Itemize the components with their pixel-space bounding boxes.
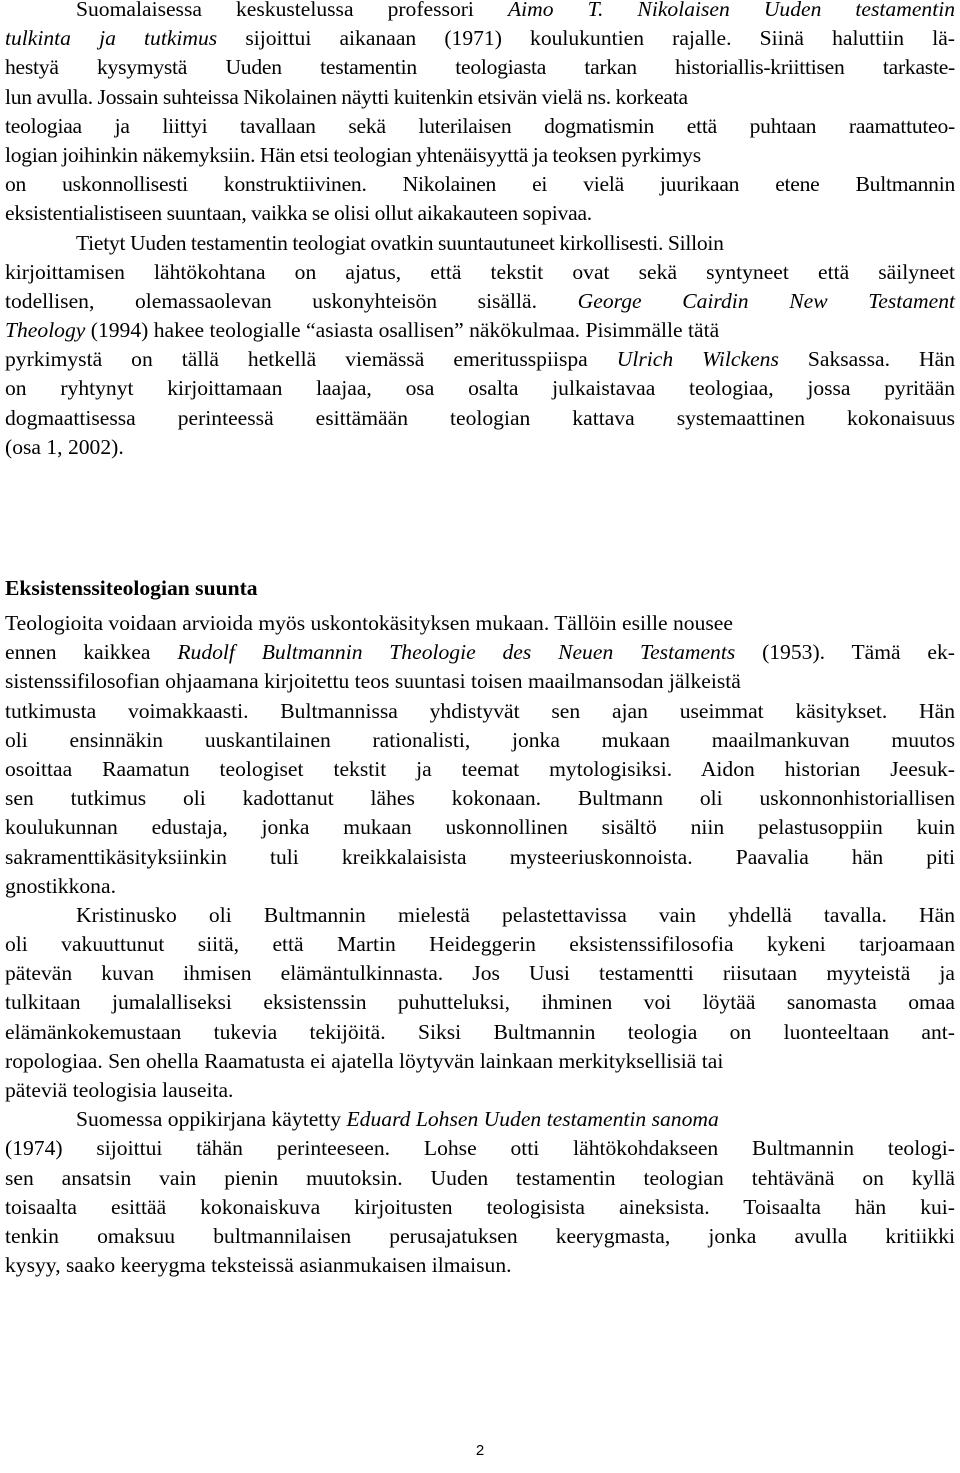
text-run: on ryhtynyt kirjoittamaan laajaa, osa osalta julkaistavaa teologiaa, jossa pyritään [5, 376, 955, 401]
section-heading: Eksistenssiteologian suunta [5, 576, 258, 600]
text-line [5, 83, 955, 112]
text-run: elämänkokemustaan tukevia tekijöitä. Siksi Bultmannin teologia on luonteeltaan ant- [5, 1019, 955, 1044]
text-run: koulukunnan edustaja, jonka mukaan uskonnollinen sisältö niin pelastusoppiin kuin [5, 815, 955, 840]
text-line [5, 1047, 955, 1076]
text-line [5, 404, 955, 433]
italic-text: Rudolf Bultmannin Theologie des Neuen Testaments [177, 640, 736, 665]
text-line [5, 872, 955, 901]
page-number: 2 [475, 1442, 485, 1459]
text-line [5, 843, 955, 872]
text-line [5, 901, 955, 930]
text-line [5, 345, 955, 374]
text-run: todellisen, olemassaolevan uskonyhteisön sisällä. [5, 288, 578, 313]
text-run: eksistentialistiseen suuntaan, vaikka se olisi ollut aikakauteen sopivaa. [5, 201, 592, 226]
text-line [5, 609, 955, 638]
text-line [5, 1251, 955, 1280]
text-run: Kristinusko oli Bultmannin mielestä pelastettavissa vain yhdellä tavalla. Hän [76, 902, 955, 927]
text-run: ropologiaa. Sen ohella Raamatusta ei ajatella löytyvän lainkaan merkityksellisiä tai [5, 1048, 724, 1073]
text-run: Tietyt Uuden testamentin teologiat ovatkin suuntautuneet kirkollisesti. Silloin [76, 230, 724, 255]
text-run: teologiaa ja liittyi tavallaan sekä luterilaisen dogmatismin että puhtaan raamattuteo- [5, 113, 955, 138]
text-run: sen tutkimus oli kadottanut lähes kokonaan. Bultmann oli uskonnonhistoriallisen [5, 786, 955, 811]
body-text-section-1 [5, 0, 955, 462]
text-run: hestyä kysymystä Uuden testamentin teologiasta tarkan historiallis-kriittisen tarkaste- [5, 55, 955, 80]
text-line [5, 784, 955, 813]
text-line [5, 697, 955, 726]
text-run: sakramenttikäsityksiinkin tuli kreikkalaisista mysteeriuskonnoista. Paavalia hän piti [5, 844, 955, 869]
text-line [5, 141, 955, 170]
text-run: dogmaattisessa perinteessä esittämään teologian kattava systemaattinen kokonaisuus [5, 405, 955, 430]
text-run: päteviä teologisia lauseita. [5, 1078, 234, 1102]
text-line [5, 1164, 955, 1193]
text-line [5, 638, 955, 667]
italic-text: Aimo T. Nikolaisen Uuden testamentin [507, 0, 955, 21]
text-run: sistenssifilosofian ohjaamana kirjoitettu teos suuntasi toisen maailmansodan jälkeistä [5, 669, 741, 694]
text-run: osoittaa Raamatun teologiset tekstit ja teemat mytologisiksi. Aidon historian Jeesuk- [5, 756, 955, 781]
text-run: (osa 1, 2002). [5, 434, 124, 459]
text-line [5, 726, 955, 755]
text-run: Teologioita voidaan arvioida myös uskontokäsityksen mukaan. Tällöin esille nousee [5, 611, 733, 635]
text-line [5, 316, 955, 345]
text-line [5, 1222, 955, 1251]
text-line [5, 199, 955, 228]
text-line [5, 0, 955, 24]
text-line [5, 988, 955, 1017]
text-run: Suomalaisessa keskustelussa professori [76, 0, 508, 21]
text-line [5, 24, 955, 53]
text-line [5, 813, 955, 842]
text-run: tutkimusta voimakkaasti. Bultmannissa yhdistyvät sen ajan useimmat käsitykset. Hän [5, 698, 955, 723]
text-run: gnostikkona. [5, 873, 116, 898]
italic-text: Theology [5, 318, 86, 343]
text-line [5, 53, 955, 82]
text-line [5, 433, 955, 462]
text-run: sen ansatsin vain pienin muutoksin. Uuden testamentin teologian tehtävänä on kyllä [5, 1165, 955, 1190]
text-line [5, 1134, 955, 1163]
text-line [5, 112, 955, 141]
text-run: sijoittui aikanaan (1971) koulukuntien rajalle. Siinä haluttiin lä- [217, 26, 955, 51]
text-line [5, 667, 955, 696]
text-run: pyrkimystä on tällä hetkellä viemässä emeritusspiispa [5, 347, 617, 372]
text-line [5, 1193, 955, 1222]
text-run: kysyy, saako keerygma teksteissä asianmukaisen ilmaisun. [5, 1253, 512, 1278]
text-line [5, 1105, 955, 1134]
text-line [5, 959, 955, 988]
text-run: Saksassa. Hän [778, 347, 955, 372]
text-run: on uskonnollisesti konstruktiivinen. Nikolainen ei vielä juurikaan etene Bultmannin [5, 172, 955, 197]
text-line [5, 229, 955, 258]
text-run: lun avulla. Jossain suhteissa Nikolainen näytti kuitenkin etsivän vielä ns. korkeata [5, 84, 688, 109]
text-line [5, 170, 955, 199]
text-run: (1974) sijoittui tähän perinteeseen. Lohse otti lähtökohdakseen Bultmannin teologi- [5, 1136, 955, 1161]
italic-text: George Cairdin New Testament [577, 288, 955, 313]
text-run: Suomessa oppikirjana käytetty [76, 1107, 347, 1132]
text-run: (1994) hakee teologialle “asiasta osallisen” näkökulmaa. Pisimmälle tätä [85, 318, 720, 343]
italic-text: Eduard Lohsen Uuden testamentin sanoma [346, 1107, 719, 1132]
text-run: logian joihinkin näkemyksiin. Hän etsi teologian yhtenäisyyttä ja teoksen pyrkimys [5, 142, 701, 167]
text-run: oli ensinnäkin uuskantilainen rationalisti, jonka mukaan maailmankuvan muutos [5, 727, 955, 752]
text-line [5, 287, 955, 316]
text-run: (1953). Tämä ek- [735, 640, 955, 665]
text-line [5, 1018, 955, 1047]
text-line [5, 258, 955, 287]
text-run: tulkitaan jumalalliseksi eksistenssin puhutteluksi, ihminen voi löytää sanomasta omaa [5, 990, 955, 1015]
text-line [5, 1076, 955, 1105]
text-run: pätevän kuvan ihmisen elämäntulkinnasta. Jos Uusi testamentti riisutaan myyteistä ja [5, 961, 955, 986]
text-run: ennen kaikkea [5, 640, 178, 665]
text-line [5, 374, 955, 403]
text-line [5, 930, 955, 959]
body-text-section-2 [5, 609, 955, 1280]
text-run: tenkin omaksuu bultmannilaisen perusajatuksen keerygmasta, jonka avulla kritiikki [5, 1223, 955, 1248]
text-run: oli vakuuttunut siitä, että Martin Heideggerin eksistenssifilosofia kykeni tarjoamaan [5, 932, 955, 957]
italic-text: tulkinta ja tutkimus [5, 26, 218, 51]
text-run: toisaalta esittää kokonaiskuva kirjoitusten teologisista aineksista. Toisaalta hän kui- [5, 1194, 955, 1219]
text-run: kirjoittamisen lähtökohtana on ajatus, että tekstit ovat sekä syntyneet että säilyneet [5, 259, 955, 284]
text-line [5, 755, 955, 784]
italic-text: Ulrich Wilckens [616, 347, 779, 372]
